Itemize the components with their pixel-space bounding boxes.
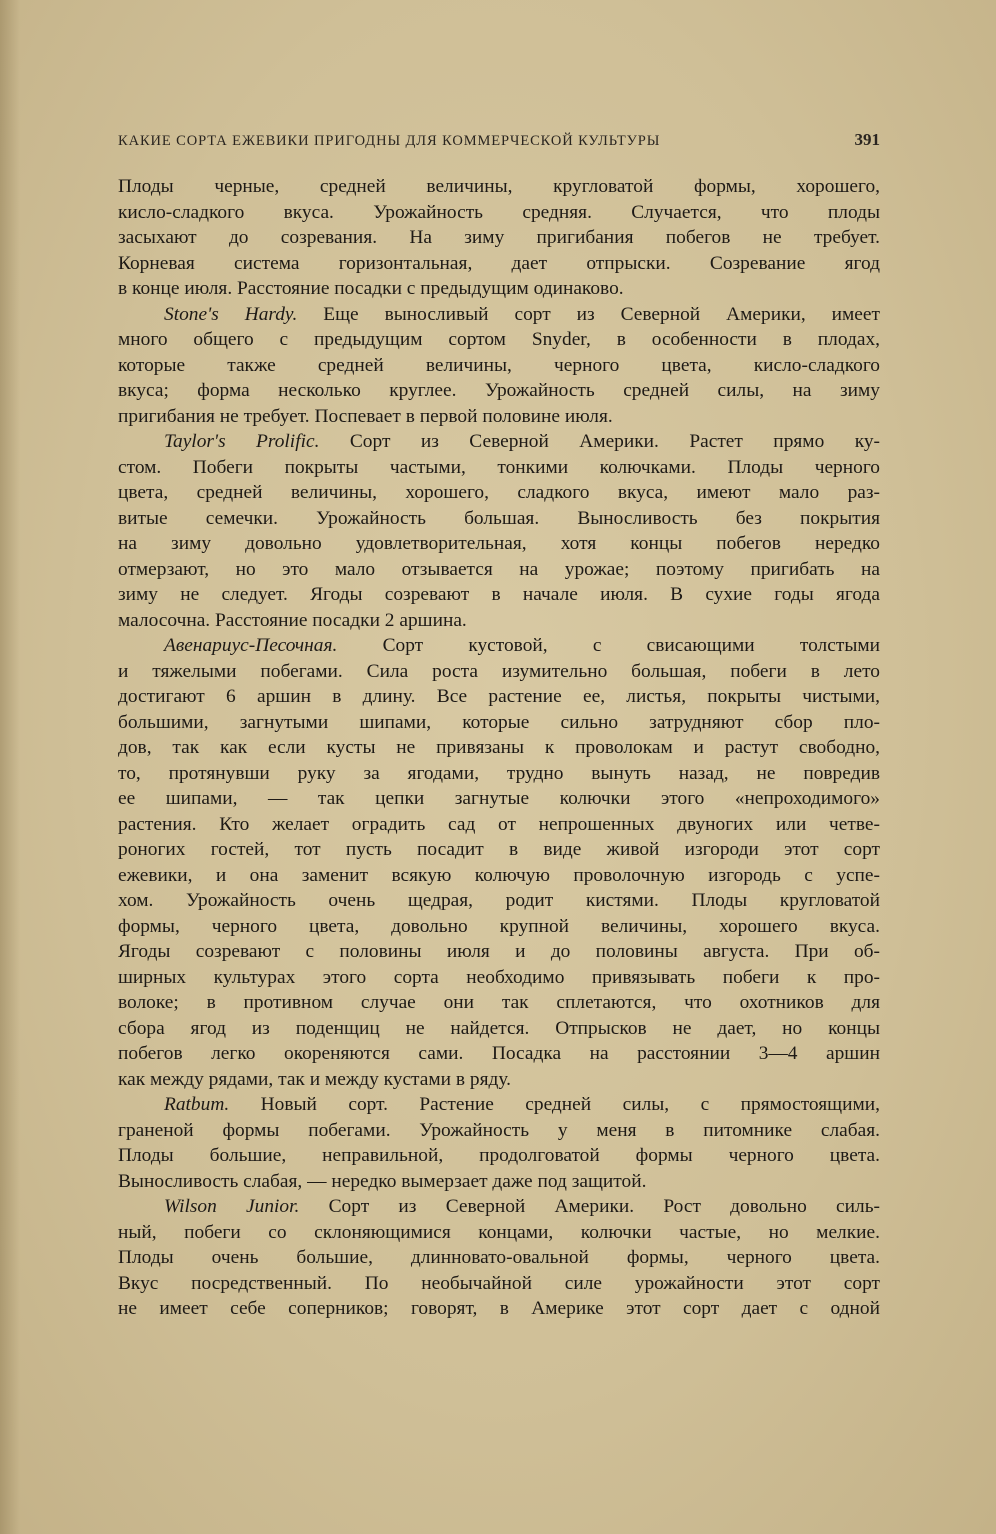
variety-name: Ratbum.: [164, 1094, 230, 1115]
text-line: ежевики, и она заменит всякую колючую проволочную изгородь с успе-: [118, 864, 880, 886]
text-line: Выносливость слабая, — нередко вымерзает даже под защитой.: [118, 1170, 647, 1192]
text-line: большими, загнутыми шипами, которые сильно затрудняют сбор пло-: [118, 711, 880, 733]
text-line: цвета, средней величины, хорошего, сладкого вкуса, имеют мало раз-: [118, 482, 880, 503]
text-line: роногих гостей, тот пусть посадит в виде живой изгороди этот сорт: [118, 839, 880, 860]
text-line: и тяжелыми побегами. Сила роста изумительно большая, побеги в лето: [118, 660, 880, 682]
body-text: [118, 174, 880, 1322]
text-line: растения. Кто желает оградить сад от непрошенных двуногих или четве-: [118, 813, 880, 835]
running-title: КАКИЕ СОРТА ЕЖЕВИКИ ПРИГОДНЫ ДЛЯ КОММЕРЧЕСКОЙ КУЛЬТУРЫ: [118, 133, 661, 149]
text-line: Вкус посредственный. По необычайной силе урожайности этот сорт: [118, 1272, 880, 1294]
text-line: много общего с предыдущим сортом Snyder, в особенности в плодах,: [118, 329, 880, 350]
text-line: Плоды черные, средней величины, кругловатой формы, хорошего,: [118, 176, 880, 197]
text-line: Плоды очень большие, длинновато-овальной формы, черного цвета.: [118, 1247, 880, 1268]
variety-name: Stone's Hardy.: [164, 303, 298, 325]
text-line: то, протянувши руку за ягодами, трудно вынуть назад, не повредив: [118, 762, 880, 784]
text-line: на зиму довольно удовлетворительная, хотя концы побегов нередко: [118, 533, 880, 554]
text-line: малосочна. Расстояние посадки 2 аршина.: [118, 609, 467, 631]
text-line: зиму не следует. Ягоды созревают в начале июля. В сухие годы ягода: [118, 584, 880, 605]
text-line: в конце июля. Расстояние посадки с предыдущим одинаково.: [118, 278, 624, 299]
text-line: хом. Урожайность очень щедрая, родит кистями. Плоды кругловатой: [118, 890, 880, 911]
text-line: Ягоды созревают с половины июля и до половины августа. При об-: [118, 941, 880, 962]
variety-name: Авенариус-Песочная.: [164, 635, 338, 656]
text-line: дов, так как если кусты не привязаны к проволокам и растут свободно,: [118, 737, 880, 758]
text-fragment: Сорт из Северной Америки. Растет прямо ку-: [349, 431, 880, 452]
text-line: побегов легко окореняются сами. Посадка на расстоянии 3—4 аршин: [118, 1043, 880, 1064]
variety-paragraph-start: [118, 302, 880, 328]
binding-edge-shadow: [0, 0, 20, 1534]
text-line: Плоды большие, неправильной, продолговатой формы черного цвета.: [118, 1145, 880, 1166]
text-line: отмерзают, но это мало отзывается на урожае; поэтому пригибать на: [118, 558, 880, 580]
text-line: не имеет себе соперников; говорят, в Америке этот сорт дает с одной: [118, 1298, 880, 1319]
text-line: сбора ягод из поденщиц не найдется. Отпрысков не дает, но концы: [118, 1017, 880, 1039]
text-line: формы, черного цвета, довольно крупной величины, хорошего вкуса.: [118, 915, 880, 937]
text-line: достигают 6 аршин в длину. Все растение ее, листья, покрыты чистыми,: [118, 686, 880, 707]
variety-name: Taylor's Prolific.: [164, 431, 320, 452]
text-fragment: Сорт из Северной Америки. Рост довольно силь-: [328, 1196, 880, 1217]
text-line: витые семечки. Урожайность большая. Выносливость без покрытия: [118, 507, 880, 529]
text-fragment: Новый сорт. Растение средней силы, с прямостоящими,: [260, 1094, 880, 1115]
variety-name: Wilson Junior.: [164, 1196, 300, 1217]
text-line: как между рядами, так и между кустами в ряду.: [118, 1068, 511, 1090]
text-line: волоке; в противном случае они так сплетаются, что охотников для: [118, 992, 880, 1013]
text-line: Корневая система горизонтальная, дает отпрыски. Созревание ягод: [118, 252, 880, 274]
text-line: которые также средней величины, черного цвета, кисло-сладкого: [118, 354, 880, 376]
page-header: [118, 130, 880, 154]
text-line: засыхают до созревания. На зиму пригибания побегов не требует.: [118, 227, 880, 248]
text-line: граненой формы побегами. Урожайность у меня в питомнике слабая.: [118, 1119, 880, 1141]
text-line: кисло-сладкого вкуса. Урожайность средняя. Случается, что плоды: [118, 201, 880, 223]
variety-paragraph-start: [118, 1092, 880, 1118]
text-line: вкуса; форма несколько круглее. Урожайность средней силы, на зиму: [118, 380, 880, 401]
text-line: стом. Побеги покрыты частыми, тонкими колючками. Плоды черного: [118, 456, 880, 478]
text-line: ный, побеги со склоняющимися концами, колючки частые, но мелкие.: [118, 1221, 880, 1243]
text-line: пригибания не требует. Поспевает в первой половине июля.: [118, 405, 613, 427]
text-fragment: Еще выносливый сорт из Северной Америки, имеет: [323, 303, 880, 325]
variety-paragraph-start: [118, 633, 880, 659]
text-line: ширных культурах этого сорта необходимо привязывать побеги к про-: [118, 966, 880, 988]
text-fragment: Сорт кустовой, с свисающими толстыми: [382, 635, 880, 656]
variety-paragraph-start: [118, 429, 880, 455]
text-line: ее шипами, — так цепки загнутые колючки этого «непроходимого»: [118, 788, 880, 809]
variety-paragraph-start: [118, 1194, 880, 1220]
page-number: 391: [854, 130, 880, 149]
